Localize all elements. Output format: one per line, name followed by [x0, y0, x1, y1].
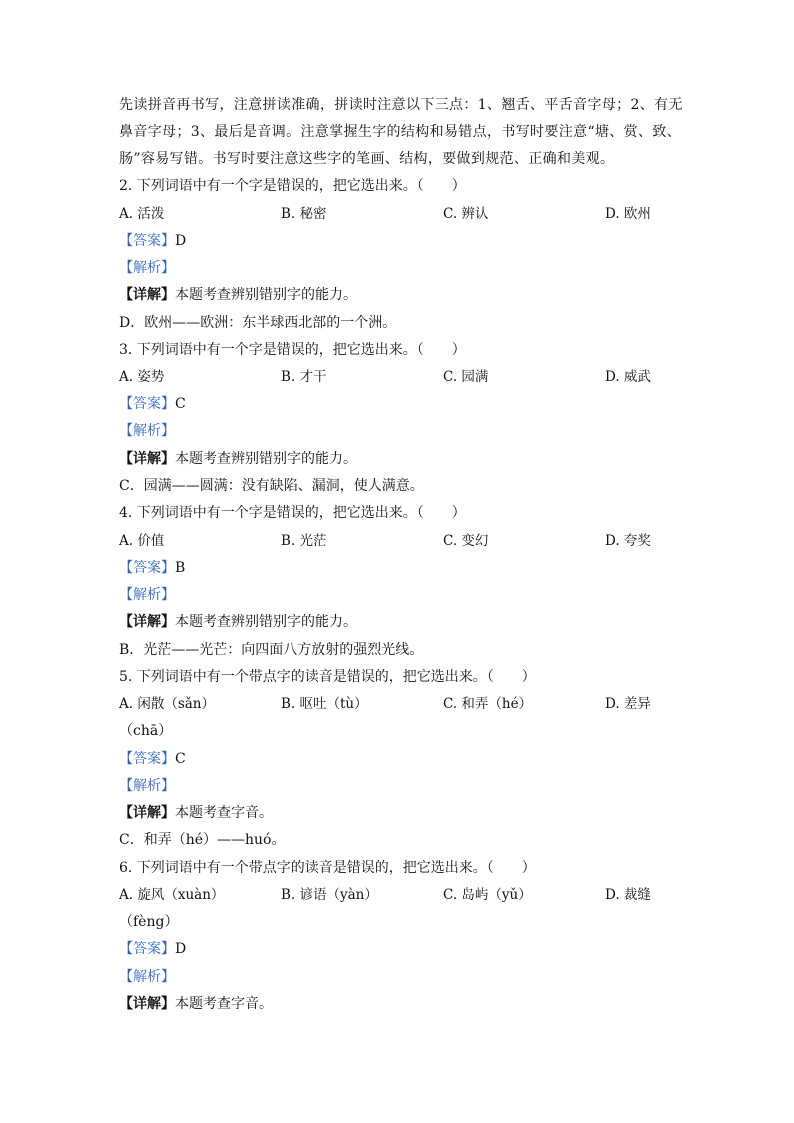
question-5-option-b: B. 呕吐（tù）: [281, 696, 368, 712]
answer-label: 【答案】: [119, 233, 175, 249]
question-4-option-c: C. 变幻: [443, 533, 489, 549]
question-6-option-a: A. 旋风（xuàn）: [119, 887, 225, 903]
question-4-detail: [119, 613, 357, 631]
question-2-answer: [119, 232, 186, 250]
question-2-note: D．欧州——欧洲：东半球西北部的一个洲。: [119, 315, 397, 331]
question-3-option-d: D. 威武: [605, 369, 651, 385]
detail-label: 【详解】: [119, 996, 175, 1012]
answer-value: C: [175, 751, 186, 767]
intro-line-2: 鼻音字母；3、最后是音调。注意掌握生字的结构和易错点，书写时要注意“塘、赏、致、: [119, 124, 682, 140]
question-5-option-d-pinyin: （chā）: [119, 723, 173, 739]
question-6-stem: 6. 下列词语中有一个带点字的读音是错误的，把它选出来。（ ）: [119, 860, 536, 876]
question-2-analysis-label: 【解析】: [119, 260, 175, 276]
detail-text: 本题考查字音。: [175, 996, 273, 1012]
question-6-analysis-label: 【解析】: [119, 969, 175, 985]
answer-value: B: [175, 560, 186, 576]
question-3-detail: [119, 450, 357, 468]
question-3-option-b: B. 才干: [281, 369, 327, 385]
question-5-option-a: A. 闲散（sǎn）: [119, 696, 216, 712]
question-2-option-a: A. 活泼: [119, 206, 165, 222]
question-4-option-d: D. 夸奖: [605, 533, 651, 549]
question-3-note: C．园满——圆满：没有缺陷、漏洞，使人满意。: [119, 478, 424, 494]
question-5-option-d: D. 差异: [605, 696, 651, 712]
question-3-analysis-label: 【解析】: [119, 423, 175, 439]
question-4-option-b: B. 光茫: [281, 533, 327, 549]
answer-value: D: [175, 941, 187, 957]
question-6-option-d: D. 裁缝: [605, 887, 651, 903]
detail-text: 本题考查辨别错别字的能力。: [175, 287, 357, 303]
answer-label: 【答案】: [119, 396, 175, 412]
question-4-option-a: A. 价值: [119, 533, 165, 549]
question-3-stem: 3. 下列词语中有一个字是错误的，把它选出来。（ ）: [119, 342, 466, 358]
detail-label: 【详解】: [119, 805, 175, 821]
answer-label: 【答案】: [119, 560, 175, 576]
detail-label: 【详解】: [119, 614, 175, 630]
question-4-answer: [119, 559, 185, 577]
question-6-answer: [119, 940, 186, 958]
question-2-option-d: D. 欧州: [605, 206, 651, 222]
answer-value: C: [175, 396, 186, 412]
detail-text: 本题考查字音。: [175, 805, 273, 821]
question-2-option-c: C. 辨认: [443, 206, 489, 222]
question-5-note: C．和弄（hé）——huó。: [119, 832, 286, 848]
question-2-detail: [119, 286, 357, 304]
question-6-option-b: B. 谚语（yàn）: [281, 887, 378, 903]
question-4-analysis-label: 【解析】: [119, 587, 175, 603]
question-3-answer: [119, 395, 186, 413]
question-3-option-a: A. 姿势: [119, 369, 165, 385]
question-4-stem: 4. 下列词语中有一个字是错误的，把它选出来。（ ）: [119, 505, 466, 521]
detail-text: 本题考查辨别错别字的能力。: [175, 451, 357, 467]
question-5-detail: [119, 804, 273, 822]
question-5-answer: [119, 750, 186, 768]
question-5-analysis-label: 【解析】: [119, 778, 175, 794]
question-2-stem: 2. 下列词语中有一个字是错误的，把它选出来。（ ）: [119, 178, 466, 194]
intro-line-1: 先读拼音再书写，注意拼读准确，拼读时注意以下三点：1、翘舌、平舌音字母；2、有无: [119, 97, 683, 113]
detail-text: 本题考查辨别错别字的能力。: [175, 614, 357, 630]
question-4-note: B．光茫——光芒：向四面八方放射的强烈光线。: [119, 642, 424, 658]
question-5-stem: 5. 下列词语中有一个带点字的读音是错误的，把它选出来。（ ）: [119, 669, 536, 685]
detail-label: 【详解】: [119, 451, 175, 467]
answer-label: 【答案】: [119, 941, 175, 957]
question-6-option-c: C. 岛屿（yǔ）: [443, 887, 532, 903]
detail-label: 【详解】: [119, 287, 175, 303]
question-6-detail: [119, 995, 273, 1013]
answer-label: 【答案】: [119, 751, 175, 767]
question-3-option-c: C. 园满: [443, 369, 489, 385]
answer-value: D: [175, 233, 187, 249]
question-6-option-d-pinyin: （fèng）: [119, 914, 179, 930]
question-5-option-c: C. 和弄（hé）: [443, 696, 533, 712]
question-2-option-b: B. 秘密: [281, 206, 327, 222]
intro-line-3: 肠”容易写错。书写时要注意这些字的笔画、结构，要做到规范、正确和美观。: [119, 151, 615, 167]
